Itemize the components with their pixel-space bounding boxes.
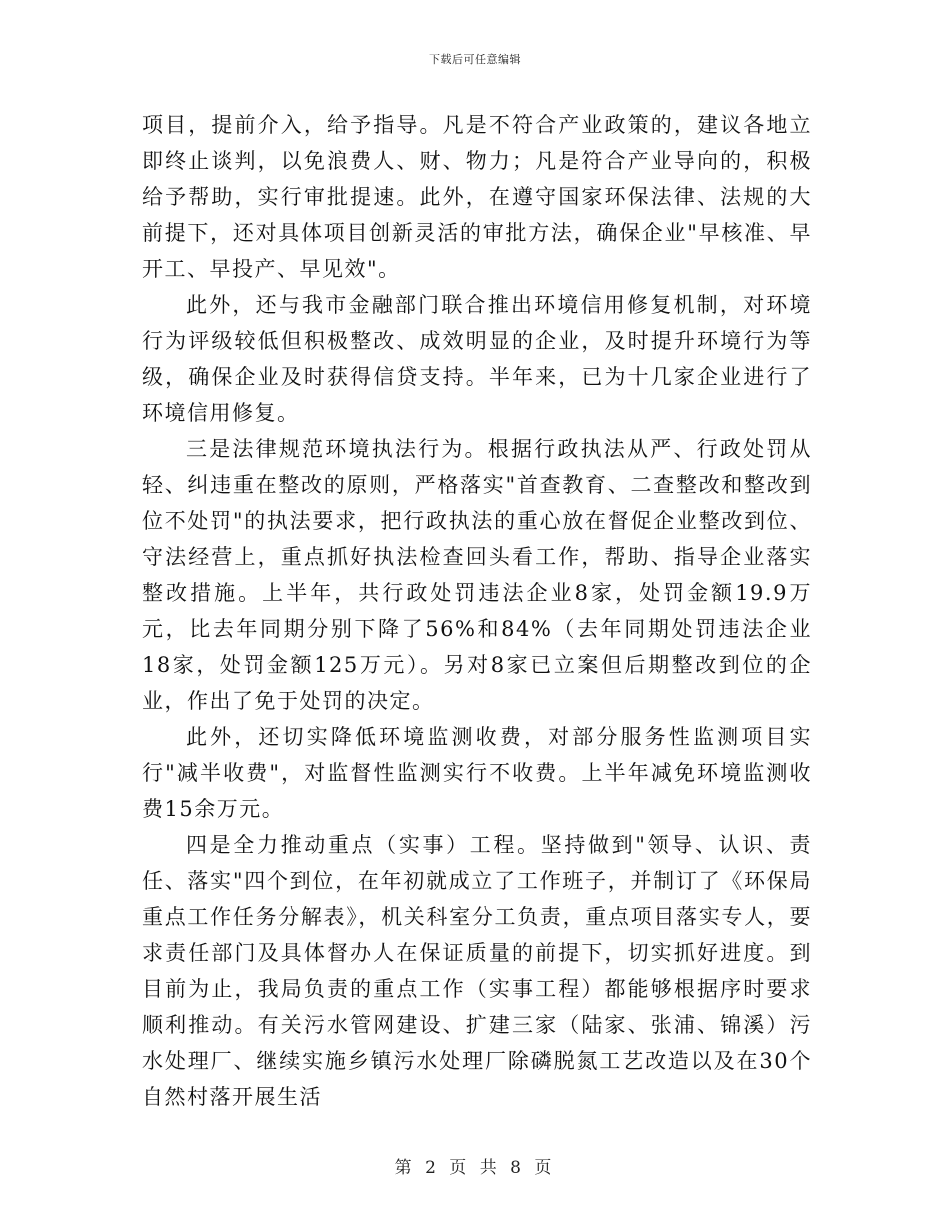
paragraph-1: 项目，提前介入，给予指导。凡是不符合产业政策的，建议各地立即终止谈判，以免浪费人、财、物力；凡是符合产业导向的，积极给予帮助，实行审批提速。此外，在遵守国家环保法律、法规的大前提下，还对具体项目创新灵活的审批方法，确保企业"早核准、早开工、早投产、早见效"。 (142, 113, 812, 281)
page-header: 下载后可任意编辑 (429, 53, 521, 66)
paragraph-4: 此外，还切实降低环境监测收费，对部分服务性监测项目实行"减半收费"，对监督性监测实行不收费。上半年减免环境监测收费15余万元。 (142, 725, 812, 821)
paragraph-2: 此外，还与我市金融部门联合推出环境信用修复机制，对环境行为评级较低但积极整改、成效明显的企业，及时提升环境行为等级，确保企业及时获得信贷支持。半年来，已为十几家企业进行了环境信用修复。 (142, 293, 812, 425)
paragraph-3: 三是法律规范环境执法行为。根据行政执法从严、行政处罚从轻、纠违重在整改的原则，严格落实"首查教育、二查整改和整改到位不处罚"的执法要求，把行政执法的重心放在督促企业整改到位、守法经营上，重点抓好执法检查回头看工作，帮助、指导企业落实整改措施。上半年，共行政处罚违法企业8家，处罚金额19.9万元，比去年同期分别下降了56%和84%（去年同期处罚违法企业18家，处罚金额125万元）。另对8家已立案但后期整改到位的企业，作出了免于处罚的决定。 (142, 437, 812, 713)
document-body (142, 107, 812, 1115)
paragraph-5: 四是全力推动重点（实事）工程。坚持做到"领导、认识、责任、落实"四个到位，在年初就成立了工作班子，并制订了《环保局重点工作任务分解表》，机关科室分工负责，重点项目落实专人，要求责任部门及具体督办人在保证质量的前提下，切实抓好进度。到目前为止，我局负责的重点工作（实事工程）都能够根据序时要求顺利推动。有关污水管网建设、扩建三家（陆家、张浦、锦溪）污水处理厂、继续实施乡镇污水处理厂除磷脱氮工艺改造以及在30个自然村落开展生活 (142, 833, 812, 1109)
page-number-footer: 第 2 页 共 8 页 (394, 1158, 556, 1178)
